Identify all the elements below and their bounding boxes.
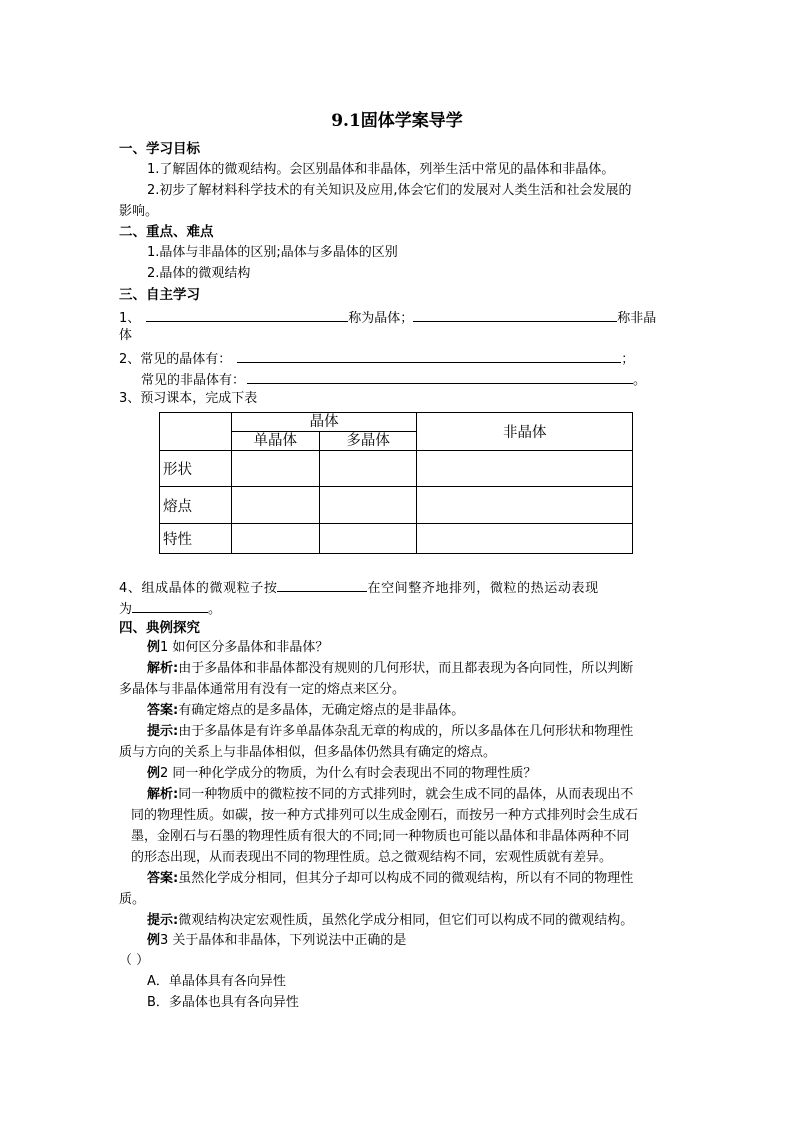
hint-label: 提示: — [147, 724, 179, 739]
section-heading-goals: 一、学习目标 — [119, 141, 200, 157]
key-line-1: 1.晶体与非晶体的区别;晶体与多晶体的区别 — [147, 245, 398, 260]
example-3-text: 3 关于晶体和非晶体，下列说法中正确的是 — [160, 933, 407, 948]
q4-text-a: 4、组成晶体的微观粒子按 — [119, 581, 278, 596]
answer-label: 答案: — [147, 871, 179, 886]
q2b-blank[interactable] — [247, 369, 633, 384]
table-header-amorphous: 非晶体 — [417, 413, 633, 451]
example-2-analysis-line-3: 墨，金刚石与石墨的物理性质有很大的不同;同一种物质也可能以晶体和非晶体两种不同 — [131, 829, 630, 844]
example-1-analysis — [147, 660, 633, 678]
example-2-hint-text: 微观结构决定宏观性质，虽然化学成分相同，但它们可以构成不同的微观结构。 — [178, 913, 634, 928]
example-3-answer-paren[interactable]: （ ） — [119, 953, 150, 968]
example-3-question — [147, 932, 406, 950]
example-1-answer-text: 有确定熔点的是多晶体，无确定熔点的是非晶体。 — [178, 703, 465, 718]
q2a-blank[interactable] — [237, 348, 621, 363]
table-cell[interactable] — [231, 524, 319, 554]
page-title: 9.1固体学案导学 — [331, 111, 463, 131]
section-heading-examples: 四、典例探究 — [119, 620, 200, 636]
goal-line-3: 影响。 — [119, 204, 159, 219]
table-header-crystal: 晶体 — [231, 413, 417, 432]
example-1-hint-line-2: 质与方向的关系上与非晶体相似，但多晶体仍然具有确定的熔点。 — [119, 745, 497, 760]
q4-blank-1[interactable] — [277, 577, 367, 592]
example-2-answer-text: 虽然化学成分相同，但其分子却可以构成不同的微观结构，所以有不同的物理性 — [178, 871, 634, 886]
example-1-analysis-text: 由于多晶体和非晶体都没有规则的几何形状，而且都表现为各向同性，所以判断 — [178, 661, 634, 676]
goal-line-1: 1.了解固体的微观结构。会区别晶体和非晶体，列举生活中常见的晶体和非晶体。 — [147, 162, 615, 177]
q4-text-d: 。 — [208, 602, 222, 617]
goal-line-2: 2.初步了解材料科学技术的有关知识及应用,体会它们的发展对人类生活和社会发展的 — [147, 183, 632, 198]
q1-mid-text: 称为晶体； — [348, 311, 414, 326]
table-row-label: 熔点 — [160, 487, 232, 524]
table-header-single: 单晶体 — [231, 432, 319, 451]
example-2-answer-line-2: 质。 — [119, 892, 146, 907]
question-2b — [141, 369, 646, 390]
example-1-analysis-line-2: 多晶体与非晶体通常用有没有一定的熔点来区分。 — [119, 682, 406, 697]
example-2-analysis-text: 同一种物质中的微粒按不同的方式排列时，就会生成不同的晶体，从而表现出不 — [178, 787, 634, 802]
option-a[interactable]: A．单晶体具有各向异性 — [147, 974, 286, 989]
example-2-hint — [147, 912, 633, 930]
section-heading-self-study: 三、自主学习 — [119, 287, 200, 303]
answer-label: 答案: — [147, 703, 179, 718]
question-1 — [119, 307, 656, 328]
example-2-answer — [147, 870, 633, 888]
example-2-analysis — [147, 786, 633, 804]
example-1-hint-text: 由于多晶体是有许多单晶体杂乱无章的构成的，所以多晶体在几何形状和物理性 — [178, 724, 634, 739]
hint-label: 提示: — [147, 913, 179, 928]
key-line-2: 2.晶体的微观结构 — [147, 266, 251, 281]
table-cell[interactable] — [417, 524, 633, 554]
table-cell[interactable] — [319, 451, 417, 487]
example-1-answer — [147, 702, 464, 720]
question-2a — [119, 348, 634, 369]
q4-blank-2[interactable] — [132, 598, 208, 613]
table-cell[interactable] — [231, 451, 319, 487]
example-2-text: 2 同一种化学成分的物质，为什么有时会表现出不同的物理性质？ — [160, 766, 537, 781]
analysis-label: 解析: — [147, 787, 179, 802]
example-1-text: 1 如何区分多晶体和非晶体？ — [160, 640, 329, 655]
q4-text-b: 在空间整齐地排列，微粒的热运动表现 — [367, 581, 599, 596]
q1-blank-1[interactable] — [146, 307, 348, 322]
example-2-analysis-line-4: 的形态出现，从而表现出不同的物理性质。总之微观结构不同，宏观性质就有差异。 — [131, 850, 613, 865]
q2a-end: ； — [621, 352, 635, 367]
section-heading-keys: 二、重点、难点 — [119, 224, 214, 240]
question-1-wrap: 体 — [119, 328, 133, 343]
table-cell[interactable] — [319, 524, 417, 554]
example-1-question — [147, 639, 328, 657]
table-row-label: 形状 — [160, 451, 232, 487]
question-3: 3、预习课本，完成下表 — [119, 391, 258, 406]
example-2-label: 例 — [147, 766, 161, 781]
table-cell[interactable] — [417, 487, 633, 524]
q4-text-c: 为 — [119, 602, 133, 617]
question-4-wrap — [119, 598, 221, 619]
question-4 — [119, 577, 599, 598]
q1-blank-2[interactable] — [413, 307, 617, 322]
q2a-text: 2、常见的晶体有： — [119, 352, 232, 367]
q1-number: 1、 — [119, 311, 141, 326]
table-cell[interactable] — [231, 487, 319, 524]
analysis-label: 解析: — [147, 661, 179, 676]
example-3-label: 例 — [147, 933, 161, 948]
crystal-comparison-table — [159, 412, 633, 554]
example-1-label: 例 — [147, 640, 161, 655]
table-cell[interactable] — [319, 487, 417, 524]
table-cell[interactable] — [417, 451, 633, 487]
example-2-question — [147, 765, 536, 783]
table-row-label: 特性 — [160, 524, 232, 554]
example-1-hint — [147, 723, 633, 741]
table-header-poly: 多晶体 — [319, 432, 417, 451]
q1-end-text: 称非晶 — [617, 311, 657, 326]
q2b-text: 常见的非晶体有： — [141, 373, 246, 388]
table-header-blank — [160, 413, 232, 451]
q2b-end: 。 — [633, 373, 647, 388]
option-b[interactable]: B．多晶体也具有各向异性 — [147, 995, 299, 1010]
example-2-analysis-line-2: 同的物理性质。如碳，按一种方式排列可以生成金刚石，而按另一种方式排列时会生成石 — [131, 808, 639, 823]
